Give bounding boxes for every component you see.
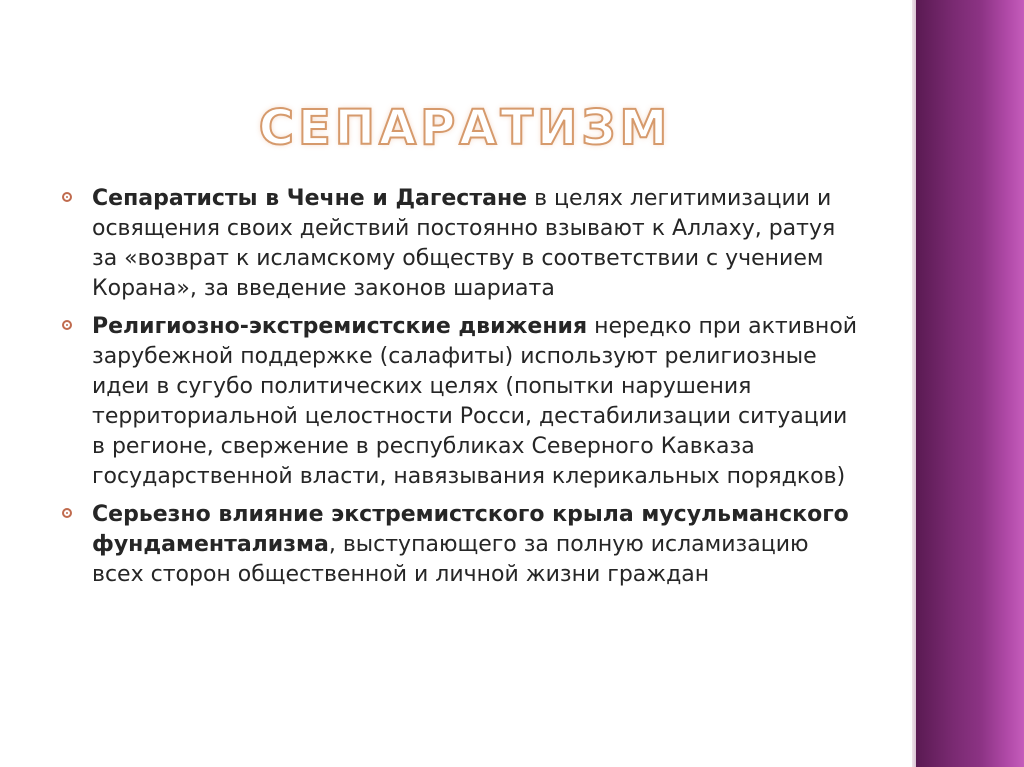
bullet-text: , выступающего за полную исламизацию всех сторон общественной и личной жизни граждан (92, 532, 809, 587)
bullet-icon (62, 320, 72, 330)
slide-title: СЕПАРАТИЗМ (258, 100, 672, 156)
bullet-bold-text: Сепаратисты в Чечне и Дагестане (92, 186, 528, 211)
bullet-bold-text: Религиозно-экстремистские движения (92, 314, 588, 339)
bullet-bold-text: Серьезно влияние экстремистского крыла мусульманского фундаментализма (92, 502, 849, 557)
bullet-icon (62, 192, 72, 202)
bullet-list (62, 184, 862, 598)
bullet-item (62, 184, 862, 304)
bullet-item (62, 312, 862, 492)
bullet-text: нередко при активной зарубежной поддержке (салафиты) используют религиозные идеи в сугубо политических целях (попытки нарушения территориальной целостности Росси, дестабилизации ситуации в регионе, свержение в республиках Северного Кавказа государственной власти, навязывания клерикальных порядков) (92, 314, 858, 489)
bullet-text: в целях легитимизации и освящения своих действий постоянно взывают к Аллаху, ратуя за «возврат к исламскому обществу в соответствии с учением Корана», за введение законов шариата (92, 186, 836, 301)
bullet-item (62, 500, 862, 590)
bullet-icon (62, 508, 72, 518)
decorative-purple-band (916, 0, 1024, 767)
